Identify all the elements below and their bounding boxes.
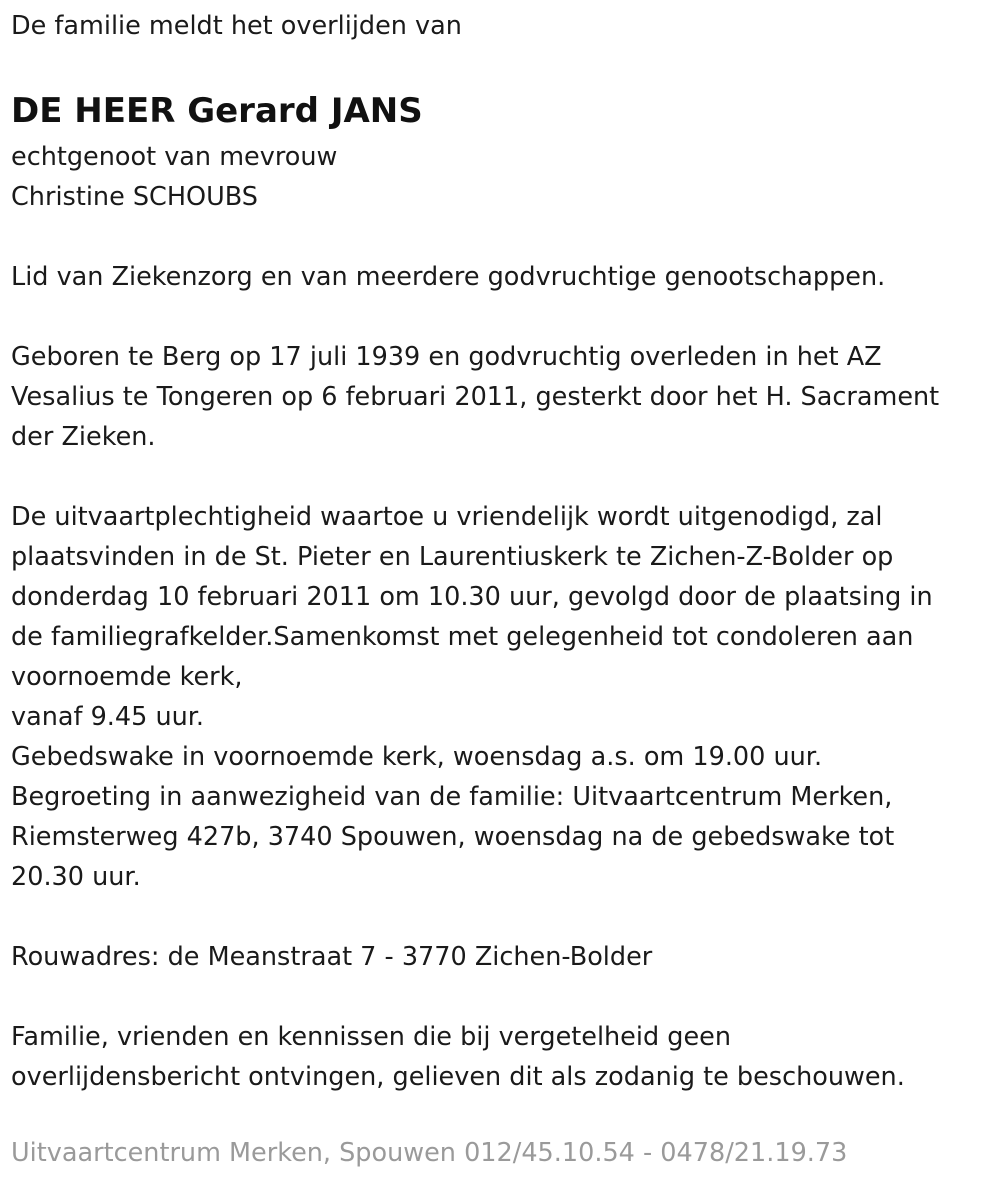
mourning-address: Rouwadres: de Meanstraat 7 - 3770 Zichen-Bolder [11,942,653,972]
ceremony-line: De uitvaartplechtigheid waartoe u vriendelijk wordt uitgenodigd, zal [11,502,883,532]
spacer [11,297,988,337]
ceremony-paragraph [11,497,988,897]
membership-text: Lid van Ziekenzorg en van meerdere godvruchtige genootschappen. [11,262,886,292]
spouse-block [11,137,988,217]
spacer [11,897,988,937]
ceremony-line: Riemsterweg 427b, 3740 Spouwen, woensdag na de gebedswake tot [11,822,895,852]
birth-death-line: Vesalius te Tongeren op 6 februari 2011, gesterkt door het H. Sacrament [11,382,940,412]
birth-death-paragraph [11,337,988,457]
spacer [11,977,988,1017]
spacer [11,217,988,257]
ceremony-line: Gebedswake in voornoemde kerk, woensdag a.s. om 19.00 uur. [11,742,823,772]
ceremony-line: plaatsvinden in de St. Pieter en Laurentiuskerk te Zichen-Z-Bolder op [11,542,894,572]
ceremony-line: de familiegrafkelder.Samenkomst met gelegenheid tot condoleren aan [11,622,914,652]
spacer [11,457,988,497]
spouse-name: Christine SCHOUBS [11,182,258,212]
intro-text: De familie meldt het overlijden van [11,11,462,41]
notice-line: overlijdensbericht ontvingen, gelieven dit als zodanig te beschouwen. [11,1062,905,1092]
ceremony-line: voornoemde kerk, [11,662,243,692]
deceased-name: DE HEER Gerard JANS [11,91,423,131]
spouse-line: echtgenoot van mevrouw [11,142,338,172]
ceremony-line: vanaf 9.45 uur. [11,702,205,732]
birth-death-line: der Zieken. [11,422,156,452]
ceremony-line: donderdag 10 februari 2011 om 10.30 uur, gevolgd door de plaatsing in [11,582,933,612]
notice-paragraph [11,1017,988,1097]
birth-death-line: Geboren te Berg op 17 juli 1939 en godvruchtig overleden in het AZ [11,342,882,372]
ceremony-line: Begroeting in aanwezigheid van de familie: Uitvaartcentrum Merken, [11,782,893,812]
funeral-home-footer: Uitvaartcentrum Merken, Spouwen 012/45.10.54 - 0478/21.19.73 [11,1138,848,1168]
notice-line: Familie, vrienden en kennissen die bij vergetelheid geen [11,1022,731,1052]
ceremony-line: 20.30 uur. [11,862,141,892]
